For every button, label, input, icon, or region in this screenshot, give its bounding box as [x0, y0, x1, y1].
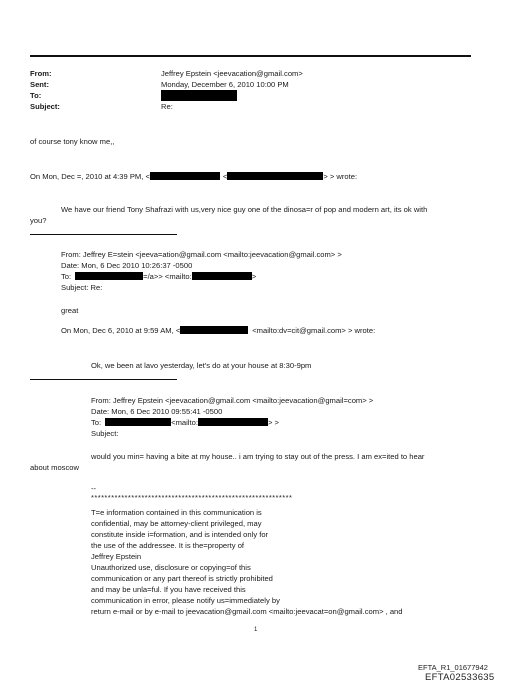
disclaimer-line: constitute inside i=formation, and is intended only for	[91, 530, 269, 539]
quote2-subject: Subject:	[91, 429, 119, 438]
redaction-box	[198, 418, 268, 426]
redaction-box	[180, 326, 248, 334]
quote1-to	[61, 272, 256, 281]
quote2-to-mid: <mailto:	[171, 418, 198, 427]
bite-line-a: would you min= having a bite at my house.. i am trying to stay out of the press. I am ex=ited to hear	[91, 452, 425, 461]
sent-value: Monday, December 6, 2010 10:00 PM	[161, 80, 289, 89]
wrote-line-1-post: > > wrote:	[323, 172, 358, 181]
wrote-line-2-post: <mailto:dv=cit@gmail.com> > wrote:	[252, 326, 376, 335]
redaction-box	[227, 172, 323, 180]
quote1-date: Date: Mon, 6 Dec 2010 10:26:37 -0500	[61, 261, 193, 270]
lavo-line: Ok, we been at lavo yesterday, let's do at your house at 8:30-9pm	[91, 361, 312, 370]
wrote-line-2	[61, 326, 375, 335]
quote2-to	[91, 418, 279, 427]
body-line-1: of course tony know me,,	[30, 137, 115, 146]
redaction-box	[161, 90, 237, 101]
from-value: Jeffrey Epstein <jeevacation@gmail.com>	[161, 69, 303, 78]
quote1-to-label: To:	[61, 272, 72, 281]
paragraph-1b: you?	[30, 216, 47, 225]
quote2-to-post: > >	[267, 418, 279, 427]
stars-line: ************************************************************	[91, 493, 293, 502]
quote1-from: From: Jeffrey E=stein <jeeva=ation@gmail.com <mailto:jeevacation@gmail.com> >	[61, 250, 342, 259]
disclaimer-line: the use of the addressee. It is the=property of	[91, 541, 245, 550]
disclaimer-line: T=e information contained in this communication is	[91, 508, 262, 517]
quote2-date: Date: Mon, 6 Dec 2010 09:55:41 -0500	[91, 407, 223, 416]
quote-rule-2	[30, 379, 177, 380]
subject-label: Subject:	[30, 102, 60, 111]
signature-dashes: --	[91, 484, 97, 493]
great-line: great	[61, 306, 79, 315]
top-rule	[30, 55, 471, 57]
quote1-to-post: >	[251, 272, 257, 281]
quote1-to-mid: =/a>> <mailto:	[143, 272, 192, 281]
redaction-box	[75, 272, 143, 280]
bates-id-2: EFTA02533635	[425, 672, 495, 683]
to-label: To:	[30, 91, 42, 100]
disclaimer-line: communication in error, please notify us=immediately by	[91, 596, 280, 605]
quote1-subject: Subject: Re:	[61, 283, 103, 292]
bite-line-b: about moscow	[30, 463, 79, 472]
disclaimer-line: Unauthorized use, disclosure or copying=of this	[91, 563, 251, 572]
quote2-to-label: To:	[91, 418, 102, 427]
wrote-line-1-mid: <	[222, 172, 228, 181]
quote-rule-1	[30, 234, 177, 235]
redaction-box	[105, 418, 171, 426]
quote2-from: From: Jeffrey Epstein <jeevacation@gmail.com <mailto:jeevacation@gmail=com> >	[91, 396, 374, 405]
page-number: 1	[254, 627, 258, 633]
sent-label: Sent:	[30, 80, 49, 89]
wrote-line-2-pre: On Mon, Dec 6, 2010 at 9:59 AM, <	[61, 326, 181, 335]
disclaimer-line: and may be unla=ful. If you have received this	[91, 585, 246, 594]
disclaimer-line: confidential, may be attorney-client privileged, may	[91, 519, 262, 528]
disclaimer-line: Jeffrey Epstein	[91, 552, 142, 561]
redaction-box	[192, 272, 252, 280]
from-label: From:	[30, 69, 52, 78]
bates-id-1: EFTA_R1_01677942	[418, 663, 488, 672]
subject-value: Re:	[161, 102, 173, 111]
redaction-box	[150, 172, 220, 180]
wrote-line-1-pre: On Mon, Dec =, 2010 at 4:39 PM, <	[30, 172, 150, 181]
disclaimer-line: return e-mail or by e-mail to jeevacation@gmail.com <mailto:jeevacat=on@gmail.com> , and	[91, 607, 403, 616]
disclaimer-line: communication or any part thereof is strictly prohibited	[91, 574, 273, 583]
paragraph-1a: We have our friend Tony Shafrazi with us,very nice guy one of the dinosa=r of pop and modern art, its ok with	[61, 205, 428, 214]
wrote-line-1	[30, 172, 357, 181]
